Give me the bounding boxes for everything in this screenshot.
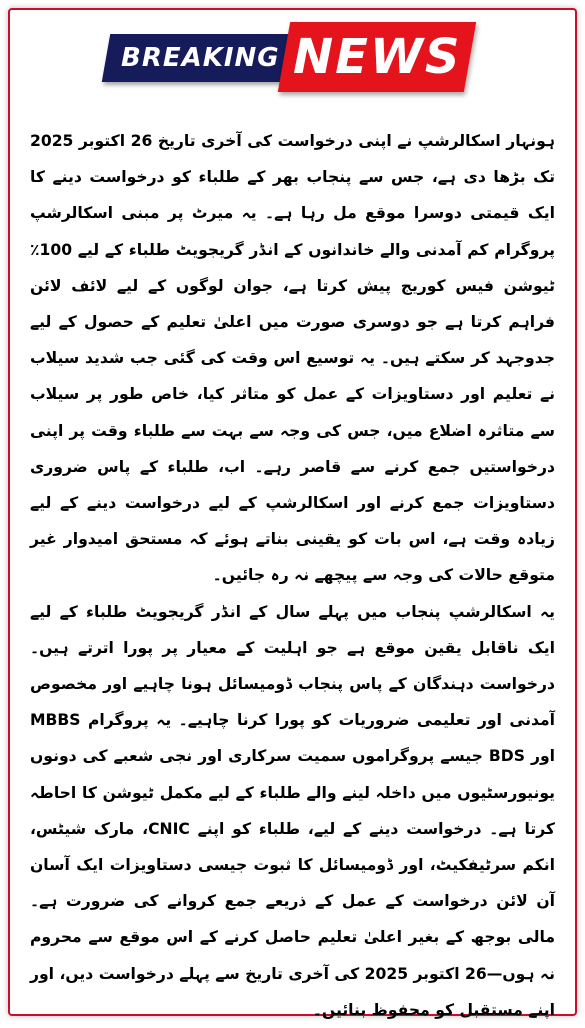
news-label: NEWS xyxy=(292,29,462,85)
breaking-label: BREAKING xyxy=(120,43,280,73)
news-label-box xyxy=(278,22,476,92)
article-paragraph-2: یہ اسکالرشپ پنجاب میں پہلے سال کے انڈر گریجویٹ طلباء کے لیے ایک ناقابل یقین موقع ہے جو اہلیت کے معیار پر پورا اترتے ہیں۔ درخواست دہندگان کے پاس پنجاب ڈومیسائل ہونا چاہیے اور مخصوص آمدنی اور تعلیمی ضروریات کو پورا کرنا چاہیے۔ یہ پروگرام MBBS اور BDS جیسے پروگراموں سمیت سرکاری اور نجی شعبے کی دونوں یونیورسٹیوں میں داخلہ لینے والے طلباء کے لیے مکمل ٹیوشن کا احاطہ کرتا ہے۔ درخواست دینے کے لیے، طلباء کو اپنے CNIC، مارک شیٹس، انکم سرٹیفکیٹ، اور ڈومیسائل کا ثبوت جیسی دستاویزات ایک آسان آن لائن درخواست کے عمل کے ذریعے جمع کروانے کی ضرورت ہے۔ مالی بوجھ کے بغیر اعلیٰ تعلیم حاصل کرنے کے اس موقع سے محروم نہ ہوں—26 اکتوبر 2025 کی آخری تاریخ سے پہلے درخواست دیں، اور اپنے مستقبل کو محفوظ بنائیں۔ xyxy=(30,602,555,1019)
article-paragraph-1: ہونہار اسکالرشپ نے اپنی درخواست کی آخری تاریخ 26 اکتوبر 2025 تک بڑھا دی ہے، جس سے پنجاب بھر کے طلباء کو درخواست دینے کا ایک قیمتی دوسرا موقع مل رہا ہے۔ یہ میرٹ پر مبنی اسکالرشپ پروگرام کم آمدنی والے خاندانوں کے انڈر گریجویٹ طلباء کے لیے 100٪ ٹیوشن فیس کوریج پیش کرتا ہے، جوان لوگوں کے لیے لائف لائن فراہم کرتا ہے جو دوسری صورت میں اعلیٰ تعلیم کے حصول کے لیے جدوجہد کر سکتے ہیں۔ یہ توسیع اس وقت کی گئی جب شدید سیلاب نے تعلیم اور دستاویزات کے عمل کو متاثر کیا، خاص طور پر سیلاب سے متاثرہ اضلاع میں، جس کی وجہ سے بہت سے طلباء وقت پر اپنی درخواستیں جمع کرنے سے قاصر رہے۔ اب، طلباء کے پاس ضروری دستاویزات جمع کرنے اور اسکالرشپ کے لیے درخواست دینے کے لیے زیادہ وقت ہے، اس بات کو یقینی بناتے ہوئے کہ مستحق امیدوار غیر متوقع حالات کی وجہ سے پیچھے نہ رہ جائیں۔ xyxy=(30,132,555,585)
breaking-label-box xyxy=(102,34,298,82)
breaking-news-banner xyxy=(106,18,471,108)
article-body xyxy=(30,123,555,1019)
